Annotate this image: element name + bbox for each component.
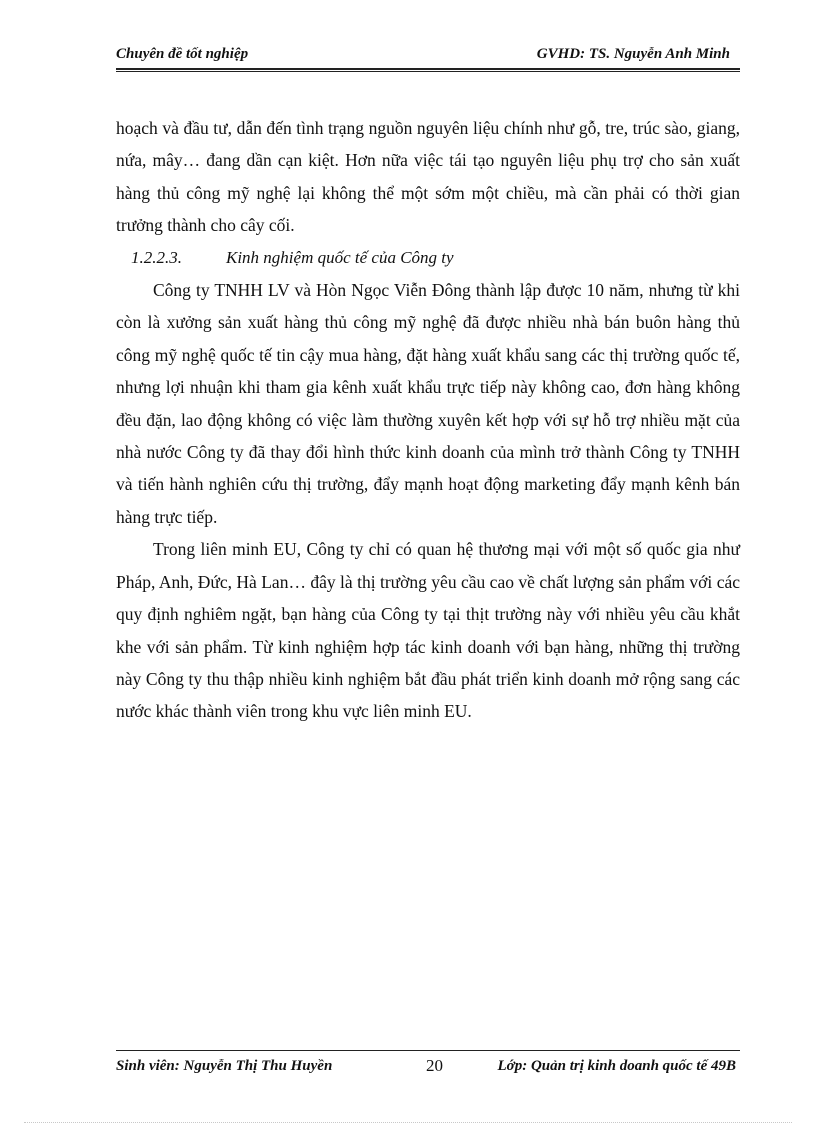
body-paragraph-1: hoạch và đầu tư, dẫn đến tình trạng nguồn nguyên liệu chính như gỗ, tre, trúc sào, giang, nứa, mây… đang dần cạn kiệt. Hơn nữa việc tái tạo nguyên liệu phụ trợ cho sản xuất hàng thủ công mỹ nghệ lại không thể một sớm một chiều, mà cần phải có thời gian trưởng thành cho cây cối. [116,118,740,236]
footer-student: Sinh viên: Nguyễn Thị Thu Huyền [116,1058,333,1074]
section-number: 1.2.2.3. [131,247,182,267]
page-footer [116,1056,740,1078]
page-body [116,112,740,728]
page-header [116,44,740,70]
footer-rule [116,1050,740,1051]
header-supervisor: GVHD: TS. Nguyễn Anh Minh [536,46,730,62]
section-heading [116,242,740,274]
header-document-title: Chuyên đề tốt nghiệp [116,46,249,62]
header-rule [116,71,740,72]
body-paragraph-2: Công ty TNHH LV và Hòn Ngọc Viễn Đông thành lập được 10 năm, nhưng từ khi còn là xưởng sản xuất hàng thủ công mỹ nghệ đã được nhiều nhà bán buôn hàng thủ công mỹ nghệ quốc tế tin cậy mua hàng, đặt hàng xuất khẩu sang các thị trường quốc tế, nhưng lợi nhuận khi tham gia kênh xuất khẩu trực tiếp này không cao, đơn hàng không đều đặn, lao động không có việc làm thường xuyên kết hợp với sự hỗ trợ nhiều mặt của nhà nước Công ty đã thay đổi hình thức kinh doanh của mình trở thành Công ty TNHH và tiến hành nghiên cứu thị trường, đẩy mạnh hoạt động marketing đẩy mạnh kênh bán hàng trực tiếp. [116,280,740,527]
body-paragraph-3: Trong liên minh EU, Công ty chỉ có quan hệ thương mại với một số quốc gia như Pháp, Anh, Đức, Hà Lan… đây là thị trường yêu cầu cao về chất lượng sản phẩm với các quy định nghiêm ngặt, bạn hàng của Công ty tại thịt trường này với nhiều yêu cầu khắt khe với sản phẩm. Từ kinh nghiệm hợp tác kinh doanh với bạn hàng, những thị trường này Công ty thu thập nhiều kinh nghiệm bắt đầu phát triển kinh doanh mở rộng sang các nước khác thành viên trong khu vực liên minh EU. [116,539,740,722]
page-number: 20 [426,1056,443,1075]
section-title: Kinh nghiệm quốc tế của Công ty [226,247,454,267]
footer-class: Lớp: Quản trị kinh doanh quốc tế 49B [497,1058,736,1074]
